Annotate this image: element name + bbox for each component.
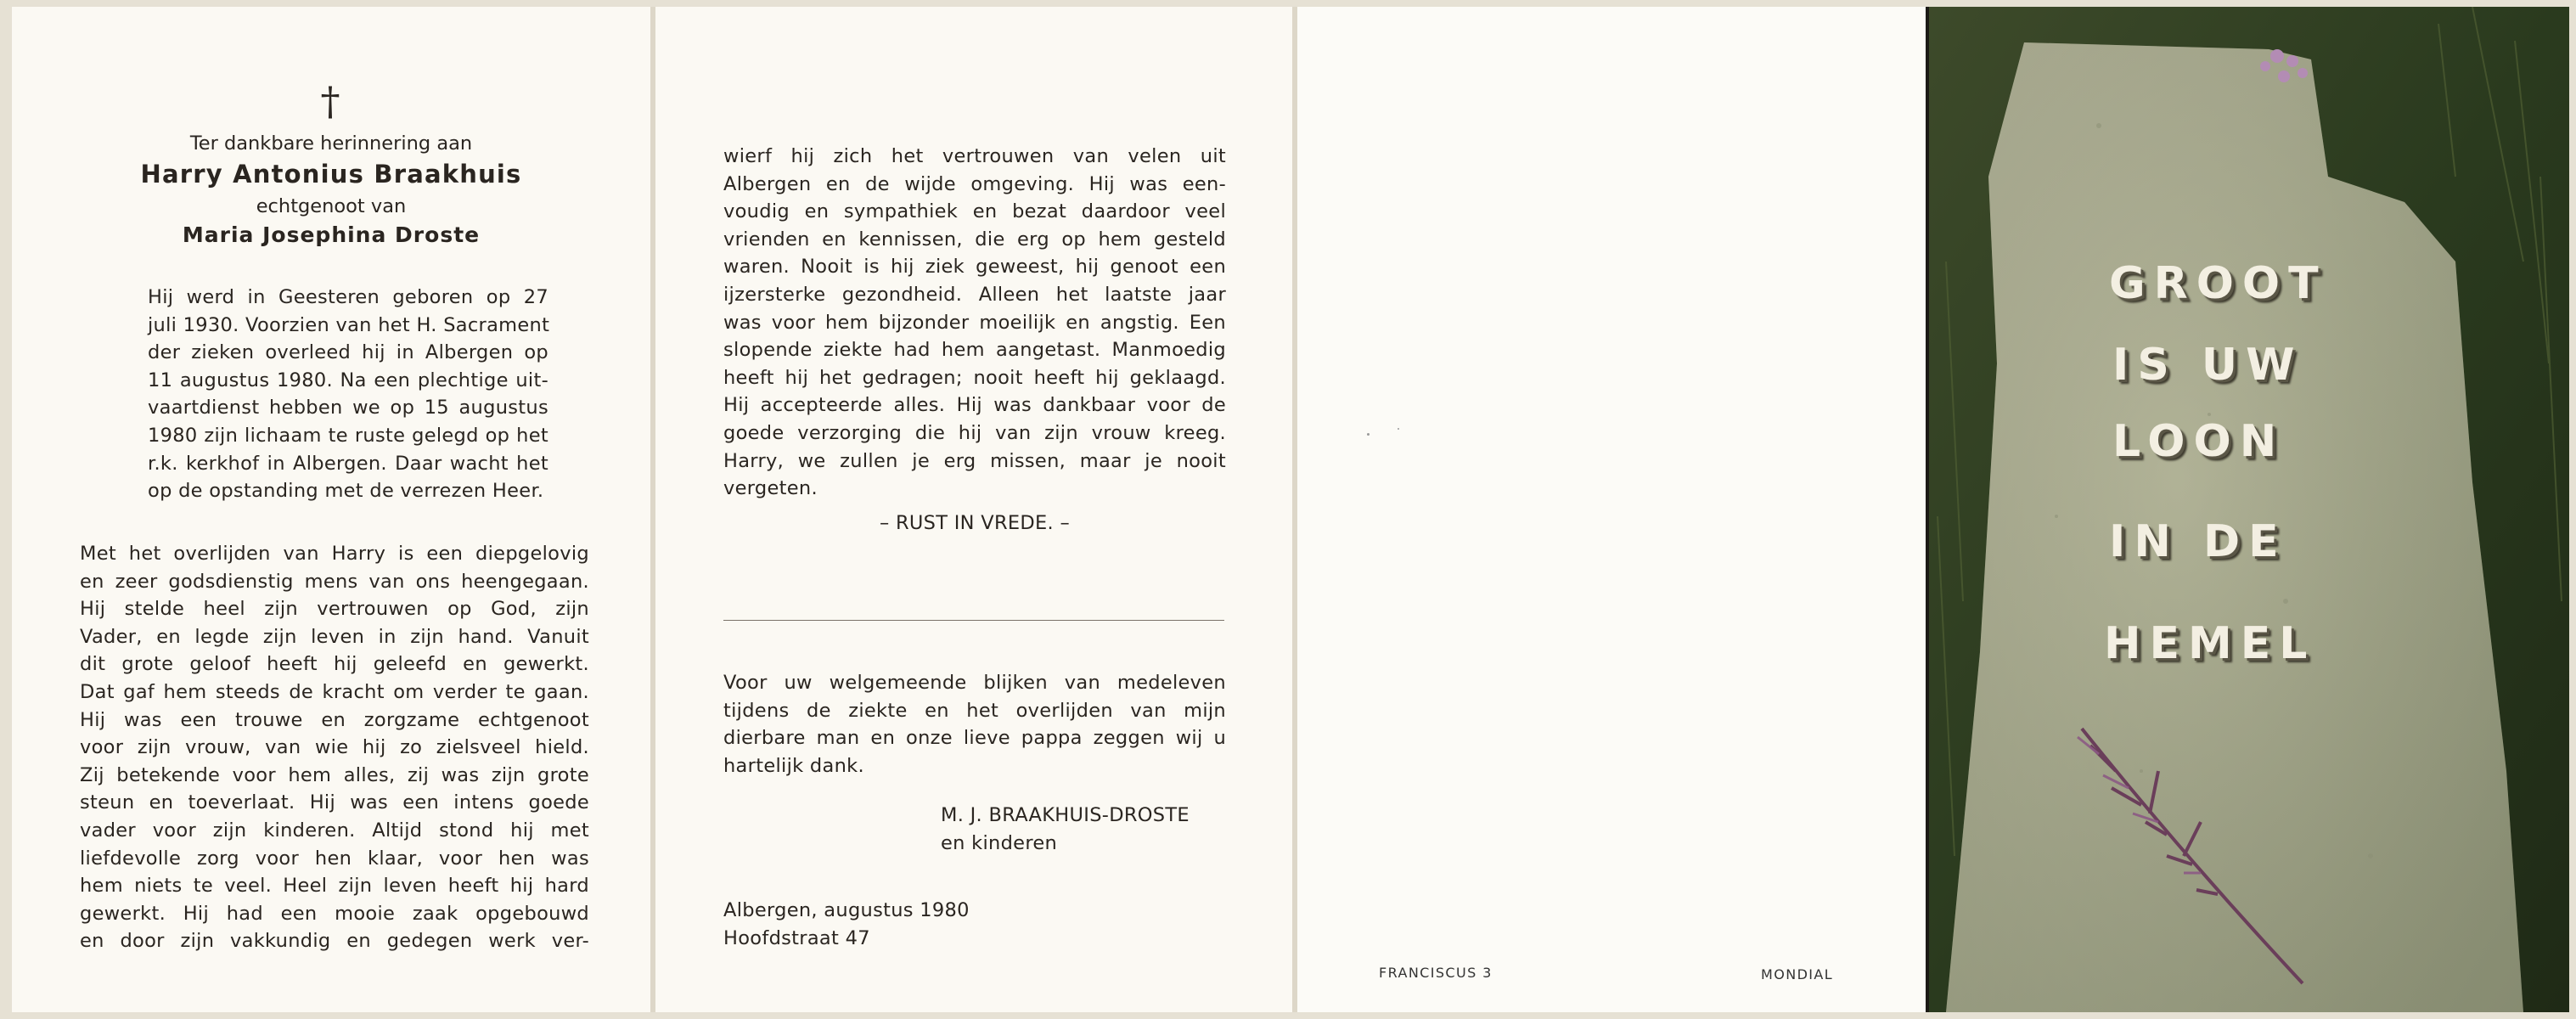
text-line: juli 1930. Voorzien van het H. Sacrament [148, 313, 550, 336]
text-line: hartelijk dank. [723, 754, 864, 777]
text-line: Voor uw welgemeende blijken van medeleven [723, 672, 1226, 694]
text-line: dierbare man en onze lieve pappa zeggen wij u [723, 727, 1226, 750]
text-line: en zeer godsdienstig mens van ons heengegaan. [80, 570, 589, 593]
text-line: ijzersterke gezondheid. Alleen het laatste jaar [723, 283, 1226, 306]
card-panel-back-left [1297, 7, 1926, 1012]
text-line: goede verzorging die hij van zijn vrouw kreeg. [723, 421, 1226, 444]
place-date: Albergen, augustus 1980 [723, 899, 970, 921]
text-line: voor zijn vrouw, van wie hij zo zielsveel hield. [80, 736, 589, 759]
paper-speck [1398, 428, 1399, 430]
text-line: wierf hij zich het vertrouwen van velen uit [723, 145, 1226, 167]
text-line: en door zijn vakkundig en gedegen werk ver- [80, 930, 589, 953]
text-line: Zij betekende voor hem alles, zij was zijn grote [80, 763, 589, 786]
text-line: heeft hij het gedragen; nooit heeft hij geklaagd. [723, 366, 1226, 389]
text-line: dit grote geloof heeft hij geleefd en gewerkt. [80, 653, 589, 676]
text-line: Hij stelde heel zijn vertrouwen op God, zijn [80, 598, 589, 621]
spouse-prefix: echtgenoot van [256, 195, 407, 217]
text-line: vrienden en kennissen, die erg op hem gesteld [723, 228, 1226, 251]
card-panel-front-left [12, 7, 650, 1012]
text-line: hem niets te veel. Heel zijn leven heeft hij hard [80, 875, 589, 898]
text-line: vader voor zijn kinderen. Altijd stond hij met [80, 819, 589, 842]
stone-text-line: IS UW [2112, 340, 2303, 391]
tribute-paragraph [80, 540, 589, 955]
text-line: vaartdienst hebben we op 15 augustus [148, 397, 548, 419]
gravestone-photo [1929, 7, 2569, 1012]
text-line: Dat gaf hem steeds de kracht om verder te gaan. [80, 680, 589, 703]
text-line: steun en toeverlaat. Hij was een intens goede [80, 791, 589, 814]
place-and-address [723, 897, 1063, 952]
text-line: Vader, en legde zijn leven in zijn hand. Vanuit [80, 625, 589, 648]
text-line: Hij werd in Geesteren geboren op 27 [148, 286, 548, 308]
text-line: 1980 zijn lichaam te ruste gelegd op het [148, 424, 548, 447]
deceased-name: Harry Antonius Braakhuis [140, 160, 522, 189]
stone-text-line: GROOT [2109, 258, 2327, 309]
stone-text-line: HEMEL [2104, 618, 2316, 669]
thanks-paragraph [723, 669, 1226, 780]
brand-label: MONDIAL [1761, 966, 1834, 982]
text-line: Harry, we zullen je erg missen, maar je nooit [723, 449, 1226, 472]
text-line: liefdevolle zorg voor hen klaar, voor hen was [80, 847, 589, 870]
text-line: r.k. kerkhof in Albergen. Daar wacht het [148, 452, 548, 475]
tribute-continuation [723, 143, 1226, 503]
intro-text: Ter dankbare herinnering aan [189, 132, 473, 155]
text-line: op de opstanding met de verrezen Heer. [148, 480, 544, 503]
text-line: Albergen en de wijde omgeving. Hij was een- [723, 172, 1226, 195]
rest-in-peace: – RUST IN VREDE. – [879, 512, 1071, 534]
gravestone-image-panel [1929, 7, 2569, 1012]
publisher-label: FRANCISCUS 3 [1379, 965, 1493, 981]
cross-icon: † [320, 78, 340, 124]
stone-text-line: IN DE [2109, 516, 2287, 567]
text-line: tijdens de ziekte en het overlijden van mijn [723, 699, 1226, 722]
spouse-name: Maria Josephina Droste [182, 222, 481, 247]
signature-name: M. J. BRAAKHUIS-DROSTE [941, 804, 1190, 826]
text-line: slopende ziekte had hem aangetast. Manmoedig [723, 339, 1226, 362]
address: Hoofdstraat 47 [723, 926, 870, 949]
text-line: Hij was een trouwe en zorgzame echtgenoot [80, 708, 589, 731]
text-line: voudig en sympathiek en bezat daardoor veel [723, 200, 1226, 223]
text-line: Hij accepteerde alles. Hij was dankbaar voor de [723, 394, 1226, 417]
paper-speck [1367, 433, 1370, 436]
biography-paragraph [148, 284, 548, 505]
text-line: waren. Nooit is hij ziek geweest, hij genoot een [723, 256, 1226, 279]
text-line: Met het overlijden van Harry is een diepgelovig [80, 543, 589, 565]
stone-text-line: LOON [2112, 416, 2286, 467]
text-line: was voor hem bijzonder moeilijk en angstig. Een [723, 311, 1226, 334]
divider-line [723, 620, 1224, 621]
text-line: vergeten. [723, 477, 818, 500]
card-panel-front-right [655, 7, 1292, 1012]
text-line: der zieken overleed hij in Albergen op [148, 341, 548, 364]
text-line: 11 augustus 1980. Na een plechtige uit- [148, 369, 548, 391]
signature-family: en kinderen [941, 831, 1058, 854]
signature [941, 802, 1229, 857]
text-line: gewerkt. Hij had een mooie zaak opgebouwd [80, 902, 589, 925]
